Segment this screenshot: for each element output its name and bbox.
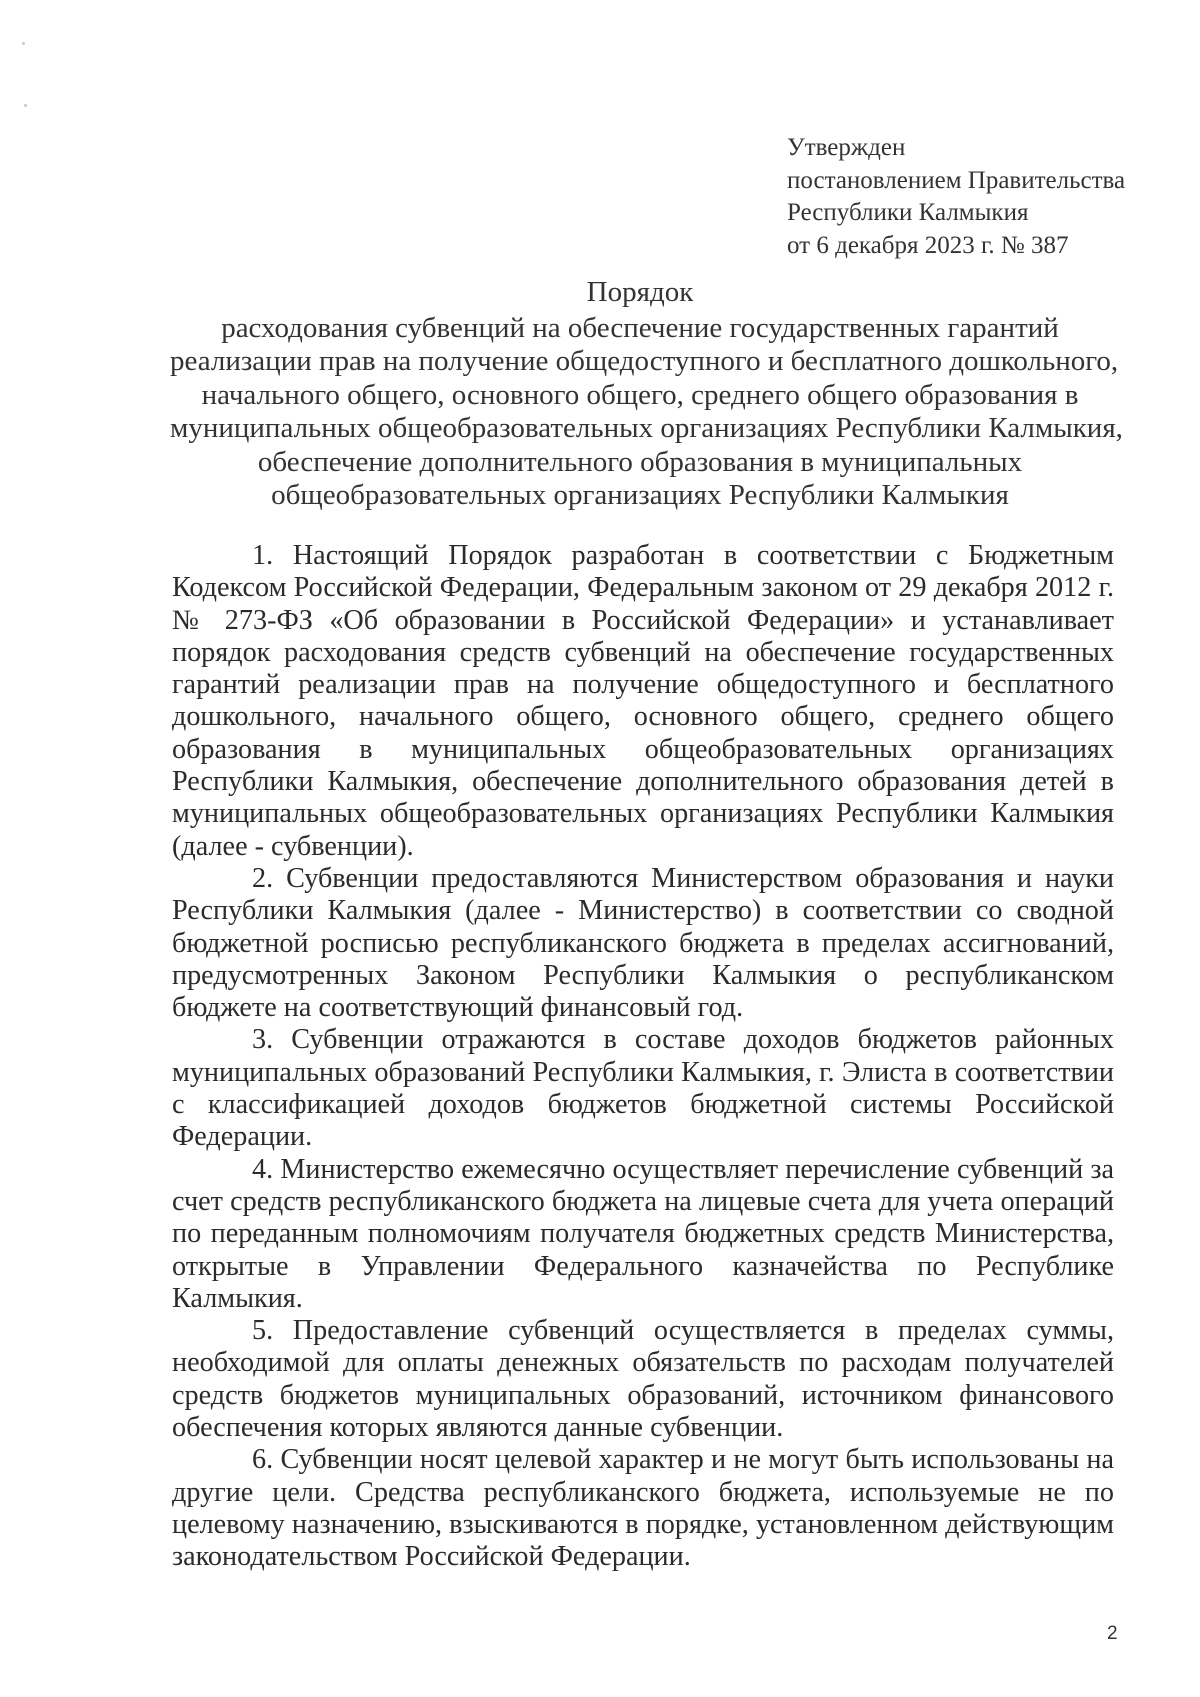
- paragraph-4: 4. Министерство ежемесячно осуществляет перечисление субвенций за счет средств республиканского бюджета на лицевые счета для учета операций по переданным полномочиям получателя бюджетных средств Министерства, открытые в Управлении Федерального казначейства по Республике Калмыкия.: [172, 1153, 1114, 1314]
- page-number: 2: [1107, 1623, 1118, 1644]
- paragraph-3: 3. Субвенции отражаются в составе доходов бюджетов районных муниципальных образований Республики Калмыкия, г. Элиста в соответствии с классификацией доходов бюджетов бюджетной системы Российской Федерации.: [172, 1024, 1114, 1153]
- approval-line: постановлением Правительства: [787, 166, 1126, 194]
- scan-artifact: [22, 42, 25, 45]
- paragraph-6: 6. Субвенции носят целевой характер и не могут быть использованы на другие цели. Средства республиканского бюджета, используемые не по целевому назначению, взыскиваются в порядке, установленном действующим законодательством Российской Федерации.: [172, 1444, 1114, 1573]
- title-line: муниципальных общеобразовательных организациях Республики Калмыкия,: [170, 412, 1123, 444]
- paragraph-5: 5. Предоставление субвенций осуществляется в пределах суммы, необходимой для оплаты денежных обязательств по расходам получателей средств бюджетов муниципальных образований, источником финансового обеспечения которых являются данные субвенции.: [172, 1315, 1114, 1444]
- approval-stamp: [787, 132, 1167, 262]
- title-line: обеспечение дополнительного образования в муниципальных: [257, 445, 1023, 478]
- title-line: расходования субвенций на обеспечение государственных гарантий: [221, 311, 1059, 344]
- scan-artifact: [24, 104, 27, 107]
- paragraph-1: 1. Настоящий Порядок разработан в соответствии с Бюджетным Кодексом Российской Федерации, Федеральным законом от 29 декабря 2012 г. № 273-ФЗ «Об образовании в Российской Федерации» и устанавливает порядок расходования средств субвенций на обеспечение государственных гарантий реализации прав на получение общедоступного и бесплатного дошкольного, начального общего, основного общего, среднего общего образования в муниципальных общеобразовательных организациях Республики Калмыкия, обеспечение дополнительного образования детей в муниципальных общеобразовательных организациях Республики Калмыкия (далее - субвенции).: [172, 540, 1114, 862]
- title-line: начального общего, основного общего, среднего общего образования в: [201, 378, 1079, 411]
- approval-line: от 6 декабря 2023 г. № 387: [787, 231, 1069, 259]
- title-line: реализации прав на получение общедоступного и бесплатного дошкольного,: [170, 345, 1119, 377]
- title-heading: Порядок: [586, 276, 694, 308]
- title-line: общеобразовательных организациях Республики Калмыкия: [271, 479, 1009, 511]
- document-body: [172, 540, 1114, 1574]
- paragraph-2: 2. Субвенции предоставляются Министерством образования и науки Республики Калмыкия (далее - Министерство) в соответствии со сводной бюджетной росписью республиканского бюджета в пределах ассигнований, предусмотренных Законом Республики Калмыкия о республиканском бюджете на соответствующий финансовый год.: [172, 862, 1114, 1024]
- approval-line: Утвержден: [787, 134, 906, 161]
- approval-line: Республики Калмыкия: [787, 199, 1029, 226]
- document-title: [170, 276, 1123, 513]
